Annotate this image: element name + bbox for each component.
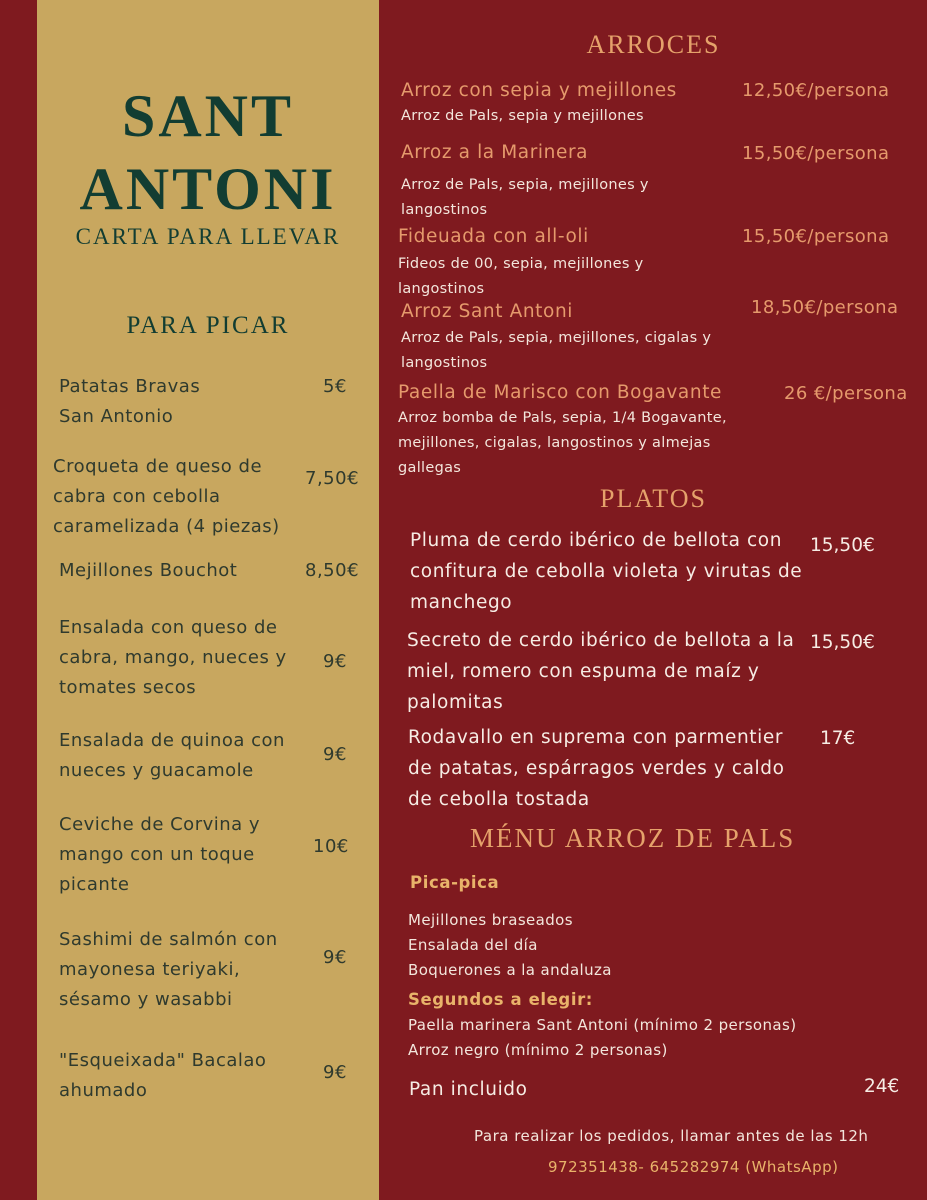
restaurant-name-line-1: SANT xyxy=(121,83,295,149)
arroz-item-price: 15,50€/persona xyxy=(742,226,890,247)
segundos-title: Segundos a elegir: xyxy=(408,990,594,1009)
picar-item-price: 9€ xyxy=(323,651,347,672)
menu-price: 24€ xyxy=(864,1076,900,1097)
platos-heading: PLATOS xyxy=(600,484,707,513)
segundos-item: Arroz negro (mínimo 2 personas) xyxy=(408,1041,668,1059)
plato-item-price: 15,50€ xyxy=(810,632,875,653)
arroz-item-name: Arroz Sant Antoni xyxy=(401,301,574,322)
plato-item-name: Pluma de cerdo ibérico de bellota con confitura de cebolla violeta y virutas de manchego xyxy=(410,530,803,613)
arroz-item-price: 12,50€/persona xyxy=(742,80,890,101)
picar-item-price: 10€ xyxy=(313,836,349,857)
arroz-item-name: Arroz con sepia y mejillones xyxy=(401,80,677,101)
picar-item-name: Ensalada de quinoa con nueces y guacamole xyxy=(59,730,285,781)
picar-item-name: "Esqueixada" Bacalao ahumado xyxy=(59,1050,267,1101)
picar-item-price: 8,50€ xyxy=(305,560,360,581)
plato-item-price: 15,50€ xyxy=(810,535,875,556)
arroz-item-price: 18,50€/persona xyxy=(751,297,899,318)
picar-item-name: Sashimi de salmón con mayonesa teriyaki, sésamo y wasabbi xyxy=(59,929,278,1010)
picar-item-price: 9€ xyxy=(323,947,347,968)
arroz-item-name: Paella de Marisco con Bogavante xyxy=(398,382,723,403)
arroces-heading: ARROCES xyxy=(586,30,721,59)
pica-pica-item: Ensalada del día xyxy=(408,936,538,954)
left-panel xyxy=(37,0,379,1200)
arroz-item-name: Fideuada con all-oli xyxy=(398,226,589,247)
picar-item-price: 9€ xyxy=(323,744,347,765)
arroz-item-desc: Arroz de Pals, sepia, mejillones y langostinos xyxy=(401,177,649,218)
menu-subtitle: CARTA PARA LLEVAR xyxy=(75,224,341,249)
arroz-item-desc: Arroz bomba de Pals, sepia, 1/4 Bogavante, mejillones, cigalas, langostinos y almejas gallegas xyxy=(398,410,727,476)
picar-item-price: 9€ xyxy=(323,1062,347,1083)
picar-item-name: Croqueta de queso de cabra con cebolla caramelizada (4 piezas) xyxy=(53,456,280,537)
plato-item-price: 17€ xyxy=(820,728,856,749)
pica-pica-title: Pica-pica xyxy=(410,873,500,892)
picar-item-name: Patatas Bravas San Antonio xyxy=(59,376,201,427)
plato-item-name: Secreto de cerdo ibérico de bellota a la miel, romero con espuma de maíz y palomitas xyxy=(407,630,795,713)
order-note: Para realizar los pedidos, llamar antes de las 12h xyxy=(474,1127,869,1145)
arroz-item-desc: Arroz de Pals, sepia, mejillones, cigalas y langostinos xyxy=(401,330,712,371)
bread-included: Pan incluido xyxy=(409,1079,528,1100)
arroz-item-price: 26 €/persona xyxy=(784,383,908,404)
arroz-item-name: Arroz a la Marinera xyxy=(401,142,589,163)
segundos-item: Paella marinera Sant Antoni (mínimo 2 personas) xyxy=(408,1016,797,1034)
arroz-item-price: 15,50€/persona xyxy=(742,143,890,164)
plato-item-name: Rodavallo en suprema con parmentier de patatas, espárragos verdes y caldo de cebolla tostada xyxy=(408,727,785,810)
arroz-item-desc: Fideos de 00, sepia, mejillones y langostinos xyxy=(398,256,644,297)
para-picar-heading: PARA PICAR xyxy=(126,312,290,339)
arroz-item-desc: Arroz de Pals, sepia y mejillones xyxy=(401,108,644,124)
pica-pica-item: Mejillones braseados xyxy=(408,911,573,929)
picar-item-price: 5€ xyxy=(323,376,347,397)
picar-item-name: Mejillones Bouchot xyxy=(59,560,238,581)
picar-item-name: Ceviche de Corvina y mango con un toque picante xyxy=(59,814,261,895)
picar-item-price: 7,50€ xyxy=(305,468,360,489)
pica-pica-item: Boquerones a la andaluza xyxy=(408,961,612,979)
picar-item-name: Ensalada con queso de cabra, mango, nueces y tomates secos xyxy=(59,617,287,698)
menu-pals-heading: MÉNU ARROZ DE PALS xyxy=(470,823,796,853)
phone-numbers[interactable]: 972351438- 645282974 (WhatsApp) xyxy=(548,1158,839,1176)
restaurant-name-line-2: ANTONI xyxy=(79,156,337,222)
